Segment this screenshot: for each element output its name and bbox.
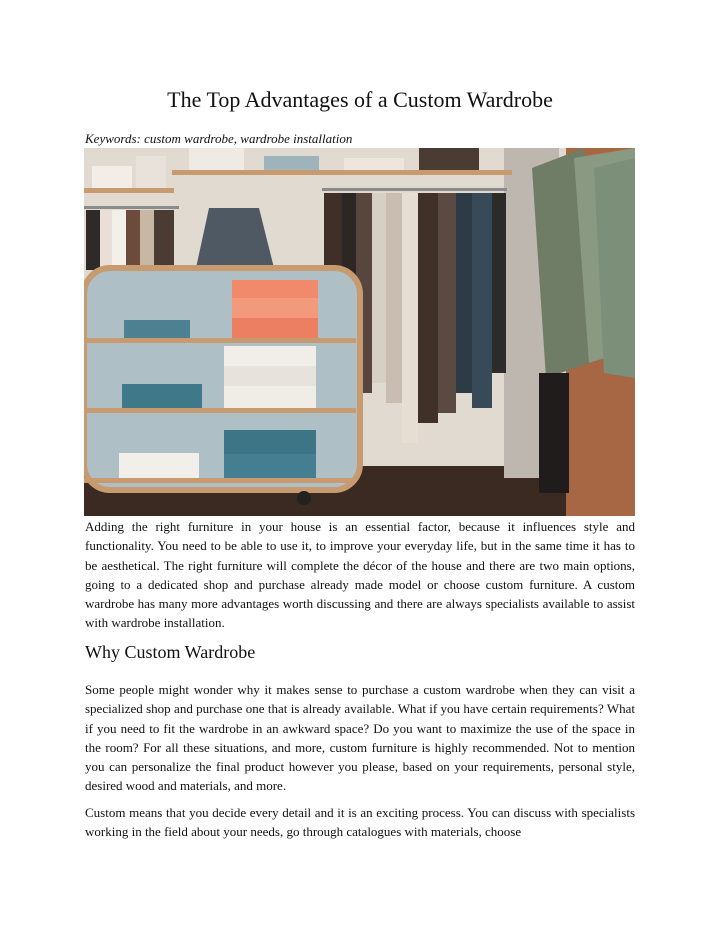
- intro-paragraph: Adding the right furniture in your house is an essential factor, because it influences style and functionality. You need to be able to use it, to improve your everyday life, but in the same time it has to be aesthetical. The right furniture will complete the décor of the house and there are two main options, going to a dedicated shop and purchase already made model or choose custom furniture. A custom wardrobe has many more advantages worth discussing and there are always specialists available to assist with wardrobe installation.: [85, 519, 635, 631]
- body-paragraph-1: Some people might wonder why it makes sense to purchase a custom wardrobe when they can visit a specialized shop and purchase one that is already available. What if you have certain requirements? What if you need to fit the wardrobe in an awkward space? Do you want to maximize the use of the space in the room? For all these situations, and more, custom furniture is highly recommended. Not to mention you can personalize the final product however you please, based on your requirements, personal style, desired wood and materials, and more.: [85, 682, 635, 794]
- body-paragraph-2: Custom means that you decide every detail and it is an exciting process. You can discuss with specialists working in the field about your needs, go through catalogues with materials, choose: [85, 805, 635, 840]
- clothing-store-photo: [84, 148, 635, 516]
- document-title: The Top Advantages of a Custom Wardrobe: [167, 87, 553, 112]
- keywords-line: Keywords: custom wardrobe, wardrobe installation: [85, 131, 353, 146]
- section-heading: Why Custom Wardrobe: [85, 642, 256, 662]
